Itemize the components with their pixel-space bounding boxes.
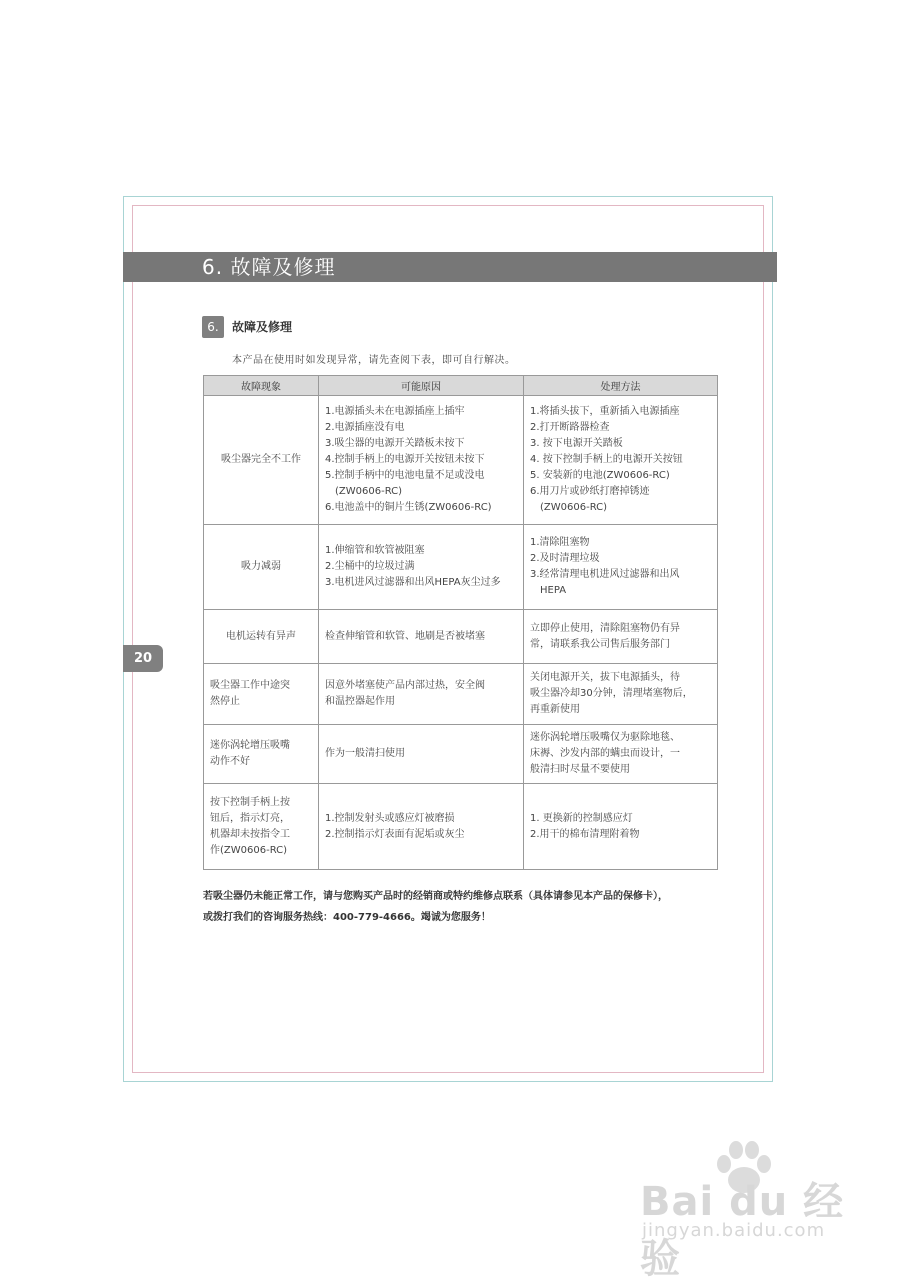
- solution-cell: [524, 525, 718, 610]
- symptom-cell: [204, 664, 319, 725]
- support-note: [203, 886, 733, 928]
- table-row: [204, 725, 718, 784]
- symptom-cell: [204, 525, 319, 610]
- cause-cell: [319, 664, 524, 725]
- cause-line: 5.控制手柄中的电池电量不足或没电: [325, 470, 485, 481]
- cause-line: 3.吸尘器的电源开关踏板未按下: [325, 438, 465, 449]
- cause-line: 检查伸缩管和软管、地刷是否被堵塞: [325, 630, 485, 642]
- cause-cell: [319, 610, 524, 664]
- cause-line: 1.控制发射头或感应灯被磨损: [325, 812, 455, 824]
- symptom-line: 吸尘器完全不工作: [221, 454, 301, 465]
- watermark-url: jingyan.baidu.com: [642, 1220, 826, 1241]
- solution-cell: [524, 396, 718, 525]
- header-solution: 处理方法: [524, 376, 718, 396]
- symptom-cell: [204, 784, 319, 870]
- table-row: [204, 784, 718, 870]
- solution-line: (ZW0606-RC): [540, 502, 608, 513]
- cause-line: 1.电源插头未在电源插座上插牢: [325, 406, 465, 417]
- page-number-tab: 20: [123, 645, 163, 672]
- symptom-line: 吸力减弱: [241, 561, 281, 572]
- solution-line: 2.打开断路器检查: [530, 422, 610, 433]
- support-note-line: 若吸尘器仍未能正常工作，请与您购买产品时的经销商或特约维修点联系（具体请参见本产品的保修卡），: [203, 891, 668, 902]
- cause-line: 3.电机进风过滤器和出风HEPA灰尘过多: [325, 577, 501, 588]
- solution-line: 常，请联系我公司售后服务部门: [530, 638, 670, 650]
- solution-line: 立即停止使用，清除阻塞物仍有异: [530, 622, 680, 634]
- solution-line: 再重新使用: [530, 704, 580, 715]
- troubleshooting-table: [203, 375, 718, 870]
- solution-line: 6.用刀片或砂纸打磨掉锈迹: [530, 486, 650, 497]
- solution-line: 2.用干的棉布清理附着物: [530, 828, 640, 840]
- cause-line: 2.尘桶中的垃圾过满: [325, 561, 415, 572]
- solution-line: 迷你涡轮增压吸嘴仅为驱除地毯、: [530, 732, 680, 743]
- symptom-cell: [204, 610, 319, 664]
- symptom-line: 电机运转有异声: [226, 630, 296, 642]
- solution-cell: [524, 784, 718, 870]
- baidu-watermark: [640, 1140, 870, 1282]
- watermark-logo: Bai du 经验: [640, 1179, 845, 1282]
- symptom-line: 按下控制手柄上按: [210, 796, 290, 808]
- cause-line: 和温控器起作用: [325, 696, 395, 707]
- cause-cell: [319, 525, 524, 610]
- solution-line: 1.将插头拔下，重新插入电源插座: [530, 406, 680, 417]
- solution-line: 关闭电源开关，拔下电源插头，待: [530, 672, 680, 683]
- symptom-line: 钮后，指示灯亮，: [210, 812, 290, 824]
- header-cause: 可能原因: [319, 376, 524, 396]
- table-row: [204, 396, 718, 525]
- solution-line: 般清扫时尽量不要使用: [530, 764, 630, 775]
- header-symptom: 故障现象: [204, 376, 319, 396]
- table-header-row: [204, 376, 718, 396]
- cause-cell: [319, 725, 524, 784]
- solution-line: 3. 按下电源开关踏板: [530, 438, 623, 449]
- solution-line: HEPA: [540, 585, 567, 596]
- solution-cell: [524, 610, 718, 664]
- symptom-line: 机器却未按指令工: [210, 828, 290, 840]
- symptom-line: 然停止: [210, 696, 240, 707]
- section-number-badge: 6.: [202, 316, 224, 338]
- symptom-cell: [204, 396, 319, 525]
- cause-line: 作为一般清扫使用: [325, 748, 405, 759]
- cause-line: (ZW0606-RC): [335, 486, 403, 497]
- solution-line: 吸尘器冷却30分钟，清理堵塞物后，: [530, 688, 693, 699]
- solution-cell: [524, 664, 718, 725]
- section-title: 故障及修理: [232, 320, 293, 334]
- support-note-line: 或拨打我们的咨询服务热线：400-779-4666。竭诚为您服务！: [203, 912, 491, 923]
- cause-line: 1.伸缩管和软管被阻塞: [325, 545, 425, 556]
- solution-line: 2.及时清理垃圾: [530, 553, 600, 564]
- chapter-title: 6. 故障及修理: [202, 255, 336, 279]
- symptom-line: 吸尘器工作中途突: [210, 680, 290, 691]
- solution-line: 1.清除阻塞物: [530, 537, 590, 548]
- symptom-cell: [204, 725, 319, 784]
- table-row: [204, 610, 718, 664]
- solution-line: 1. 更换新的控制感应灯: [530, 812, 633, 824]
- solution-line: 床褥、沙发内部的螨虫而设计，一: [530, 748, 680, 759]
- cause-line: 因意外堵塞使产品内部过热，安全阀: [325, 680, 485, 691]
- solution-line: 5. 安装新的电池(ZW0606-RC): [530, 470, 670, 481]
- table-row: [204, 525, 718, 610]
- cause-line: 2.控制指示灯表面有泥垢或灰尘: [325, 828, 465, 840]
- symptom-line: 作(ZW0606-RC): [210, 844, 288, 856]
- symptom-line: 迷你涡轮增压吸嘴: [210, 740, 290, 751]
- solution-cell: [524, 725, 718, 784]
- cause-line: 2.电源插座没有电: [325, 422, 405, 433]
- symptom-line: 动作不好: [210, 756, 250, 767]
- cause-cell: [319, 784, 524, 870]
- solution-line: 3.经常清理电机进风过滤器和出风: [530, 569, 680, 580]
- cause-line: 6.电池盖中的铜片生锈(ZW0606-RC): [325, 502, 492, 513]
- table-row: [204, 664, 718, 725]
- cause-line: 4.控制手柄上的电源开关按钮未按下: [325, 454, 485, 465]
- intro-text: 本产品在使用时如发现异常，请先查阅下表，即可自行解决。: [232, 355, 516, 366]
- cause-cell: [319, 396, 524, 525]
- solution-line: 4. 按下控制手柄上的电源开关按钮: [530, 454, 683, 465]
